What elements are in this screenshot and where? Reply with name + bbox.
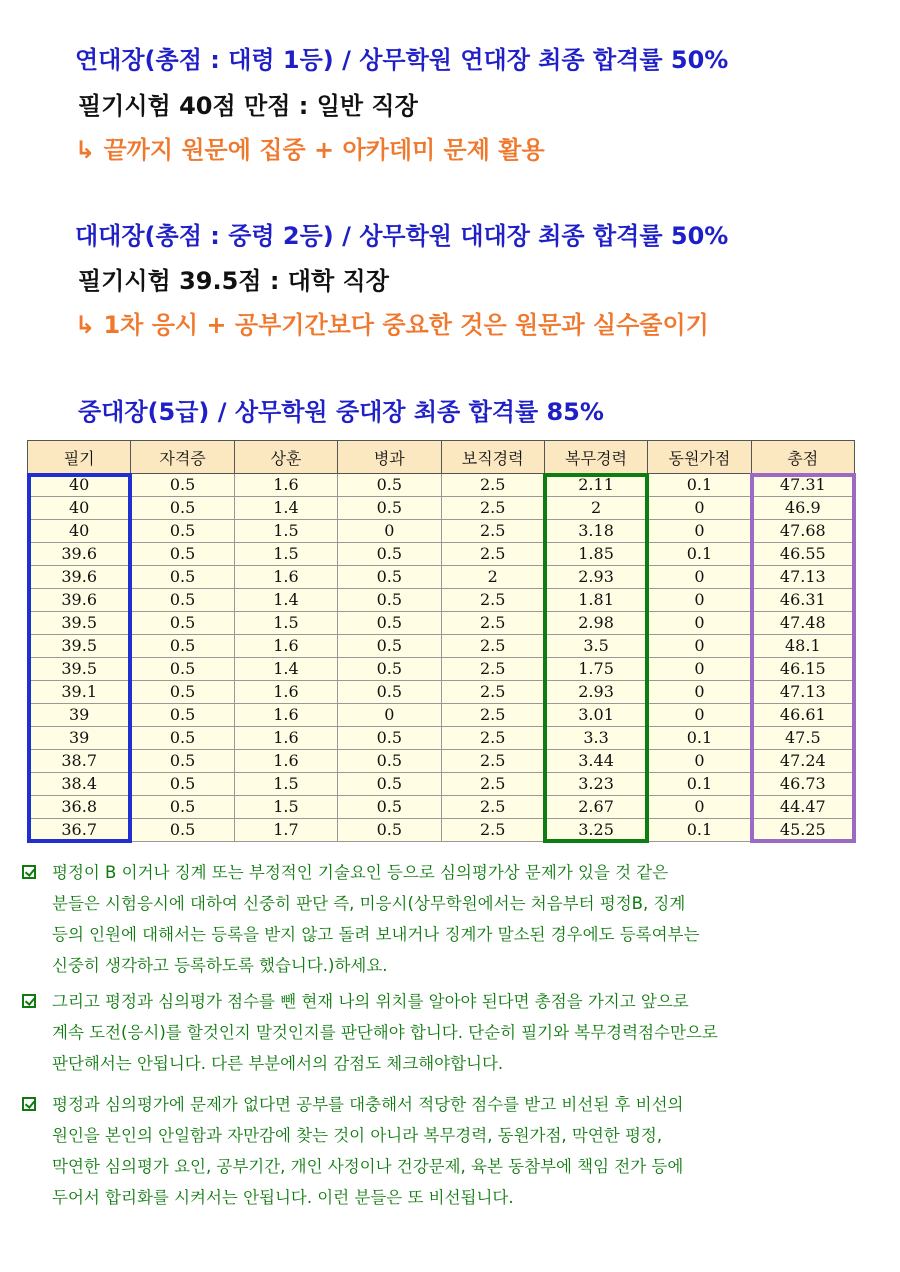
table-row (28, 474, 855, 497)
note-3 (22, 1089, 882, 1213)
note-line: 분들은 시험응시에 대하여 신중히 판단 즉, 미응시(상무학원에서는 처음부터 평정B, 징계 (52, 894, 686, 913)
table-cell: 46.9 (751, 497, 854, 520)
table-cell: 0.5 (131, 497, 234, 520)
table-cell: 2.11 (544, 474, 647, 497)
table-cell: 0.5 (131, 566, 234, 589)
table-cell: 0 (648, 658, 751, 681)
table-cell: 1.5 (234, 543, 337, 566)
table-row (28, 635, 855, 658)
table-cell: 0 (648, 589, 751, 612)
table-cell: 0.5 (338, 658, 441, 681)
table-cell: 0 (648, 497, 751, 520)
checkbox-icon (22, 865, 36, 879)
table-cell: 48.1 (751, 635, 854, 658)
table-cell: 0.5 (131, 543, 234, 566)
table-title: 중대장(5급) / 상무학원 중대장 최종 합격률 85% (78, 398, 604, 426)
table-cell: 1.6 (234, 474, 337, 497)
section-2-tip: ↳ 1차 응시 + 공부기간보다 중요한 것은 원문과 실수줄이기 (75, 311, 709, 339)
table-cell: 2.5 (441, 543, 544, 566)
table-cell: 2.5 (441, 589, 544, 612)
table-cell: 1.6 (234, 635, 337, 658)
table-cell: 1.81 (544, 589, 647, 612)
table-cell: 2.5 (441, 474, 544, 497)
table-cell: 40 (28, 474, 131, 497)
note-line: 두어서 합리화를 시켜서는 안됩니다. 이런 분들은 또 비선됩니다. (52, 1188, 514, 1207)
section-1-tip: ↳ 끝까지 원문에 집중 + 아카데미 문제 활용 (75, 136, 545, 164)
table-cell: 2.67 (544, 796, 647, 819)
table-row (28, 681, 855, 704)
table-cell: 2.5 (441, 750, 544, 773)
note-1 (22, 857, 882, 981)
column-header: 동원가점 (648, 441, 751, 474)
table-cell: 0.5 (131, 658, 234, 681)
table-cell: 39.5 (28, 658, 131, 681)
table-cell: 39.1 (28, 681, 131, 704)
note-line: 원인을 본인의 안일함과 자만감에 찾는 것이 아니라 복무경력, 동원가점, 막연한 평정, (52, 1126, 663, 1145)
checkbox-icon (22, 994, 36, 1008)
table-cell: 2.93 (544, 566, 647, 589)
table-cell: 1.5 (234, 773, 337, 796)
table-cell: 0.5 (338, 612, 441, 635)
table-cell: 2.5 (441, 635, 544, 658)
section-2-heading: 대대장(총점 : 중령 2등) / 상무학원 대대장 최종 합격률 50% (75, 222, 729, 250)
table-row (28, 750, 855, 773)
note-2 (22, 986, 882, 1079)
table-cell: 2.5 (441, 704, 544, 727)
table-header-row (28, 441, 855, 474)
table-cell: 0.5 (131, 474, 234, 497)
table-cell: 44.47 (751, 796, 854, 819)
table-cell: 47.13 (751, 681, 854, 704)
table-cell: 0.1 (648, 543, 751, 566)
table-cell: 2.5 (441, 520, 544, 543)
table-cell: 0 (648, 750, 751, 773)
table-cell: 2 (441, 566, 544, 589)
note-line: 평정과 심의평가에 문제가 없다면 공부를 대충해서 적당한 점수를 받고 비선된 후 비선의 (52, 1095, 684, 1114)
table-cell: 0.5 (338, 474, 441, 497)
table-row (28, 566, 855, 589)
table-cell: 2.5 (441, 681, 544, 704)
table-row (28, 497, 855, 520)
table-row (28, 704, 855, 727)
table-cell: 0.5 (338, 589, 441, 612)
table-cell: 47.31 (751, 474, 854, 497)
table-cell: 0.5 (338, 543, 441, 566)
table-cell: 2.93 (544, 681, 647, 704)
table-body (28, 474, 855, 842)
column-header: 총점 (751, 441, 854, 474)
table-cell: 39 (28, 727, 131, 750)
table-cell: 2.5 (441, 819, 544, 842)
note-line: 계속 도전(응시)를 할것인지 말것인지를 판단해야 합니다. 단순히 필기와 복무경력점수만으로 (52, 1023, 718, 1042)
note-line: 평정이 B 이거나 징계 또는 부정적인 기술요인 등으로 심의평가상 문제가 있을 것 같은 (52, 863, 669, 882)
table-cell: 2 (544, 497, 647, 520)
table-cell: 36.7 (28, 819, 131, 842)
table-cell: 0.5 (131, 589, 234, 612)
section-2-score: 필기시험 39.5점 : 대학 직장 (78, 267, 389, 295)
table-cell: 3.5 (544, 635, 647, 658)
table-cell: 0.5 (131, 727, 234, 750)
table-row (28, 658, 855, 681)
table-cell: 0 (648, 704, 751, 727)
table-cell: 0.5 (338, 727, 441, 750)
table-row (28, 819, 855, 842)
table-cell: 0.5 (131, 635, 234, 658)
table-cell: 1.4 (234, 589, 337, 612)
table-cell: 2.5 (441, 796, 544, 819)
table-cell: 2.5 (441, 727, 544, 750)
table-cell: 0 (338, 704, 441, 727)
table-cell: 39.6 (28, 543, 131, 566)
table-cell: 0.5 (338, 750, 441, 773)
section-1-heading: 연대장(총점 : 대령 1등) / 상무학원 연대장 최종 합격률 50% (75, 46, 729, 74)
table-cell: 47.68 (751, 520, 854, 543)
column-header: 병과 (338, 441, 441, 474)
note-line: 판단해서는 안됩니다. 다른 부분에서의 감점도 체크해야합니다. (52, 1054, 504, 1073)
table-cell: 0.5 (131, 612, 234, 635)
column-header: 상훈 (234, 441, 337, 474)
table-cell: 39.5 (28, 612, 131, 635)
table-cell: 45.25 (751, 819, 854, 842)
table-cell: 1.4 (234, 658, 337, 681)
table-cell: 2.5 (441, 497, 544, 520)
table-cell: 47.13 (751, 566, 854, 589)
table-cell: 39.5 (28, 635, 131, 658)
table-cell: 1.5 (234, 612, 337, 635)
table-cell: 3.3 (544, 727, 647, 750)
column-header: 복무경력 (544, 441, 647, 474)
table-cell: 0.5 (131, 750, 234, 773)
table-cell: 0.5 (338, 566, 441, 589)
table-cell: 0 (648, 520, 751, 543)
note-line: 그리고 평정과 심의평가 점수를 뺀 현재 나의 위치를 알아야 된다면 총점을 가지고 앞으로 (52, 992, 689, 1011)
table-cell: 0 (648, 635, 751, 658)
table-cell: 1.7 (234, 819, 337, 842)
table-cell: 38.4 (28, 773, 131, 796)
table-cell: 1.6 (234, 566, 337, 589)
table-cell: 1.5 (234, 520, 337, 543)
table-cell: 36.8 (28, 796, 131, 819)
table-cell: 40 (28, 497, 131, 520)
table-cell: 2.5 (441, 612, 544, 635)
table-cell: 40 (28, 520, 131, 543)
table-cell: 0.5 (131, 704, 234, 727)
table-row (28, 612, 855, 635)
table-cell: 1.85 (544, 543, 647, 566)
table-cell: 1.6 (234, 681, 337, 704)
table-row (28, 773, 855, 796)
table-cell: 47.5 (751, 727, 854, 750)
table-cell: 47.24 (751, 750, 854, 773)
table-cell: 46.15 (751, 658, 854, 681)
column-header: 필기 (28, 441, 131, 474)
note-line: 등의 인원에 대해서는 등록을 받지 않고 돌려 보내거나 징계가 말소된 경우에도 등록여부는 (52, 925, 700, 944)
table-cell: 0.5 (338, 681, 441, 704)
table-cell: 39.6 (28, 589, 131, 612)
table-cell: 0.5 (338, 497, 441, 520)
table-cell: 0.5 (338, 796, 441, 819)
table-cell: 2.5 (441, 773, 544, 796)
table-cell: 38.7 (28, 750, 131, 773)
table-cell: 0.5 (131, 773, 234, 796)
table-cell: 2.5 (441, 658, 544, 681)
table-cell: 1.75 (544, 658, 647, 681)
table-cell: 1.6 (234, 704, 337, 727)
table-cell: 39 (28, 704, 131, 727)
table-cell: 0.1 (648, 773, 751, 796)
table-cell: 39.6 (28, 566, 131, 589)
table-cell: 0.1 (648, 727, 751, 750)
table-cell: 1.6 (234, 727, 337, 750)
table-cell: 0 (648, 566, 751, 589)
table-cell: 0.5 (131, 520, 234, 543)
table-cell: 0 (648, 796, 751, 819)
table-cell: 3.18 (544, 520, 647, 543)
table-cell: 46.73 (751, 773, 854, 796)
table-row (28, 796, 855, 819)
table-row (28, 727, 855, 750)
table-cell: 0.5 (338, 773, 441, 796)
table-cell: 2.98 (544, 612, 647, 635)
table-cell: 3.44 (544, 750, 647, 773)
table-cell: 0 (648, 681, 751, 704)
table-cell: 3.25 (544, 819, 647, 842)
table-cell: 0 (338, 520, 441, 543)
note-line: 막연한 심의평가 요인, 공부기간, 개인 사정이나 건강문제, 육본 동참부에 책임 전가 등에 (52, 1157, 684, 1176)
checkbox-icon (22, 1097, 36, 1111)
table-cell: 0 (648, 612, 751, 635)
table-cell: 0.1 (648, 474, 751, 497)
table-cell: 0.5 (131, 681, 234, 704)
section-1-score: 필기시험 40점 만점 : 일반 직장 (78, 92, 418, 120)
table-cell: 1.6 (234, 750, 337, 773)
table-cell: 0.1 (648, 819, 751, 842)
table-cell: 1.5 (234, 796, 337, 819)
table-cell: 0.5 (131, 819, 234, 842)
table-cell: 0.5 (131, 796, 234, 819)
table-cell: 47.48 (751, 612, 854, 635)
column-header: 보직경력 (441, 441, 544, 474)
note-line: 신중히 생각하고 등록하도록 했습니다.)하세요. (52, 956, 388, 975)
table-row (28, 520, 855, 543)
table-cell: 46.55 (751, 543, 854, 566)
column-header: 자격증 (131, 441, 234, 474)
score-table (27, 440, 855, 842)
table-cell: 46.31 (751, 589, 854, 612)
table-cell: 46.61 (751, 704, 854, 727)
table-row (28, 543, 855, 566)
table-cell: 0.5 (338, 819, 441, 842)
table-row (28, 589, 855, 612)
table-cell: 3.01 (544, 704, 647, 727)
table-cell: 3.23 (544, 773, 647, 796)
table-cell: 1.4 (234, 497, 337, 520)
table-cell: 0.5 (338, 635, 441, 658)
